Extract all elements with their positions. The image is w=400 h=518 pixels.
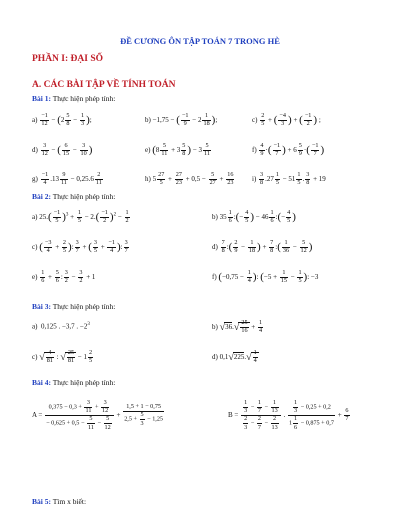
exercise-2-label: Bài 2: [32,192,51,201]
exercise-1c: c) $\frac{2}{5}$ + ( $\frac{-4}{3}$ ) + ( $\frac{-1}{2}$ ) ; [252,112,321,128]
exercise-4a: A = 0,375 − 0,3 + $\frac{3}{11}$ + $\frac{3}{12}$ − 0,625 + 0,5 − $\frac{5}{11}$ − $\frac{5}{12}$ + 1,5 + 1 − 0,75 2,5 + $\frac{5}{3}$ − 1,25 [32,399,164,431]
exercise-2a: a) 25.( $\frac{-1}{5}$ )$^3$ + $\frac{1}{5}$ − 2.( $\frac{-1}{2}$ )$^2$ − $\frac{1}{2}$ [32,209,129,225]
exercise-5-label: Bài 5: [32,497,51,506]
exercise-4-text: Thực hiện phép tính: [50,378,116,387]
exercise-2c: c) ( $\frac{-3}{4}$ + $\frac{2}{5}$ ): $\frac{3}{7}$ + ( $\frac{3}{5}$ + $\frac{-1}{4}$ ): $\frac{3}{7}$ [32,239,128,255]
section-heading: A. CÁC BÀI TẬP VỀ TÍNH TOÁN [32,80,176,90]
exercise-3a: a) 0,125 . −3,7 . $-2^3$ [32,322,90,331]
exercise-1b: b) −1,75 − ( $\frac{-1}{9}$ − 2 $\frac{1}{18}$ ); [145,112,218,128]
exercise-4-heading [32,378,115,387]
exercise-2f: f) (−0,75 − $\frac{1}{4}$ ): (−5 + $\frac{1}{15}$ − $\frac{1}{5}$ ): −3 [212,269,319,285]
exercise-1h: h) 5 $\frac{27}{5}$ + $\frac{27}{23}$ + 0,5 − $\frac{5}{27}$ + $\frac{16}{23}$ [145,171,234,187]
exercise-5-heading [32,497,86,506]
document-title: ĐỀ CƯƠNG ÔN TẬP TOÁN 7 TRONG HÈ [120,36,280,46]
exercise-1-heading [32,94,115,103]
exercise-2b: b) 35 $\frac{1}{6}$ :(− $\frac{4}{5}$ ) − 46 $\frac{1}{6}$ :(− $\frac{4}{5}$ ) [212,209,296,225]
exercise-2-text: Thực hiện phép tính: [50,192,116,201]
exercise-4-label: Bài 4: [32,378,51,387]
exercise-3c: c) √ $\frac{4}{81}$ : √ $\frac{25}{81}$ − 1 $\frac{2}{5}$ [32,349,93,365]
exercise-1e: e) (8 $\frac{5}{11}$ + 3 $\frac{5}{8}$ ) − 3 $\frac{5}{11}$ [145,142,210,158]
exercise-2-heading [32,192,115,201]
exercise-4b: B = $\frac{1}{3}$ − $\frac{1}{7}$ − $\frac{1}{13}$ $\frac{2}{3}$ − $\frac{2}{7}$ − $\frac{2}{13}$ . $\frac{1}{3}$ − 0,25 + 0,2 1 $\frac{1}{6}$ − 0,875 + 0,7 + $\frac{6}{7}$ [228,399,349,431]
exercise-1-label: Bài 1: [32,94,51,103]
exercise-1g: g) $\frac{-1}{4}$ .13 $\frac{9}{11}$ − 0,25.6 $\frac{2}{11}$ [32,171,102,187]
exercise-3b: b) √36.√ $\frac{25}{16}$ + $\frac{1}{4}$ [212,319,263,335]
exercise-3d: d) 0,1√225.√ $\frac{1}{4}$ [212,349,257,365]
exercise-2e: e) $\frac{1}{6}$ + $\frac{5}{6}$ : $\frac{3}{2}$ − $\frac{3}{2}$ + 1 [32,269,96,285]
exercise-5-text: Tìm x biết: [50,497,87,506]
exercise-1f: f) $\frac{4}{9}$ ·( $\frac{-1}{7}$ ) + 6 $\frac{5}{9}$ ·( $\frac{-1}{7}$ ) [252,142,325,158]
exercise-3-text: Thực hiện phép tính: [50,302,116,311]
exercise-1d: d) $\frac{3}{12}$ − ( $\frac{6}{15}$ − $\frac{3}{10}$ ) [32,142,93,158]
exercise-1-text: Thực hiện phép tính: [50,94,116,103]
exercise-3-heading [32,302,115,311]
part-heading: PHẦN I: ĐẠI SỐ [32,54,103,64]
exercise-1i: i) $\frac{3}{8}$ .27 $\frac{1}{5}$ − 51 $\frac{1}{5}$ . $\frac{3}{8}$ + 19 [252,171,326,187]
exercise-1a: a) $\frac{-1}{12}$ − (2 $\frac{5}{8}$ − $\frac{1}{3}$ ); [32,112,92,128]
exercise-2d: d) $\frac{7}{8}$ :( $\frac{2}{9}$ − $\frac{1}{18}$ ) + $\frac{7}{8}$ :( $\frac{1}{36}$ − $\frac{5}{12}$ ) [212,239,313,255]
exercise-3-label: Bài 3: [32,302,51,311]
